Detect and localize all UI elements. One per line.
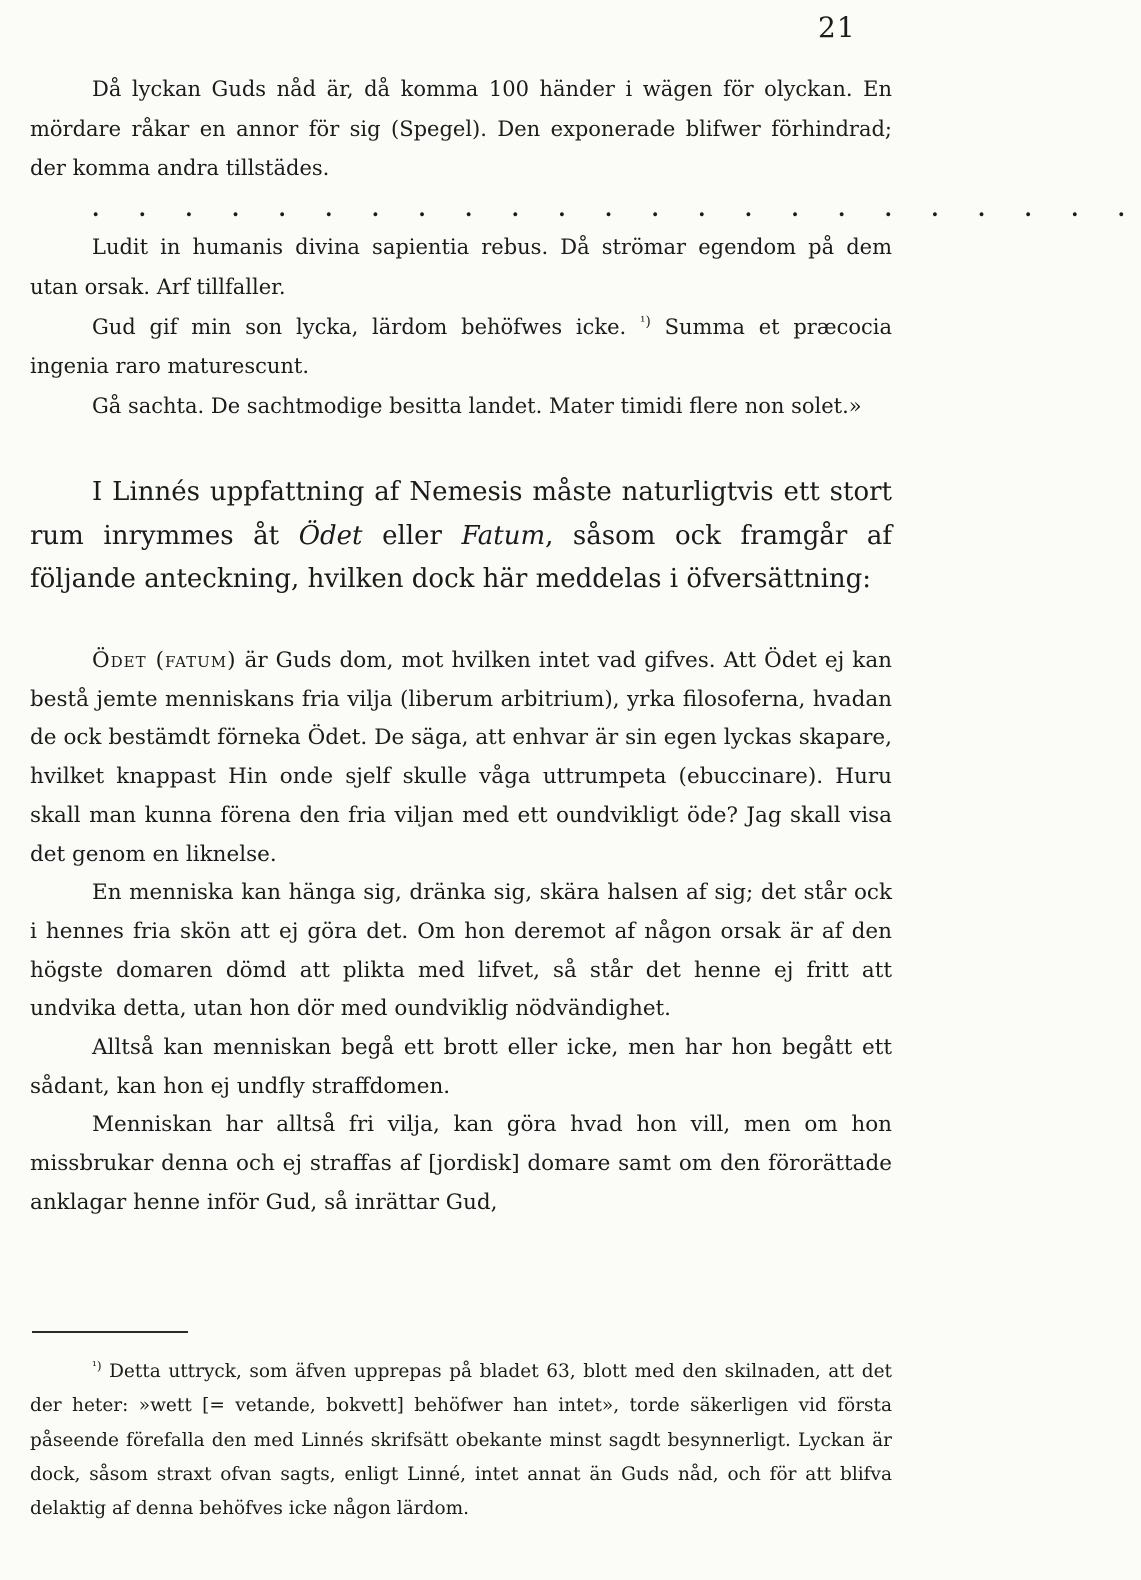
translation-paragraph: Alltså kan menniskan begå ett brott eller icke, men har hon begått ett sådant, kan hon ej undfly straffdomen. — [30, 1035, 892, 1099]
quote-paragraph: Ludit in humanis divina sapientia rebus. Då strömar egendom på dem utan orsak. Arf tillfaller. — [30, 235, 892, 299]
main-text: , såsom ock framgår af följande anteckning, hvilken dock här meddelas i öfversättning: — [30, 520, 892, 594]
quote-paragraph — [30, 308, 892, 387]
quote-text: Summa et præcocia ingenia raro maturescunt. — [30, 314, 892, 379]
translation-block — [30, 642, 892, 1223]
footnote-mark: ¹) — [92, 1358, 102, 1373]
footnote-text: Detta uttryck, som äfven upprepas på bladet 63, blott med den skilnaden, att det der heter: »wett [= vetande, bokvett] behöfwer han intet», torde säkerligen vid första påseende förefalla den med Linnés skrifsätt obekante minst sagdt besynnerligt. Lyckan är dock, såsom straxt ofvan sagts, enligt Linné, intet annat än Guds nåd, och för att blifva delaktig af denna behöfves icke någon lärdom. — [30, 1361, 892, 1520]
main-text: I Linnés uppfattning af Nemesis måste naturligtvis ett stort rum inrymmes åt — [30, 477, 892, 551]
ellipsis-line: . . . . . . . . . . . . . . . . . . . . . . . — [92, 195, 1141, 221]
footnote — [30, 1355, 892, 1526]
translation-paragraph: Menniskan har alltså fri vilja, kan göra hvad hon vill, men om hon missbrukar denna och ej straffas af [jordisk] domare samt om den förorättade anklagar henne inför Gud, så inrättar Gud, — [30, 1112, 892, 1215]
footnote-divider — [32, 1331, 188, 1333]
main-text: eller — [362, 520, 462, 551]
translation-paragraph — [30, 642, 892, 874]
quote-text: Gud gif min son lycka, lärdom behöfwes icke. — [92, 314, 641, 339]
page-number: 21 — [818, 11, 856, 44]
emphasis-odet: Ödet — [298, 520, 363, 551]
section-heading: Ödet (fatum) — [92, 648, 237, 673]
quote-paragraph: Gå sachta. De sachtmodige besitta landet. Mater timidi flere non solet.» — [92, 393, 862, 418]
main-paragraph — [30, 471, 892, 602]
quote-block — [30, 70, 1141, 426]
emphasis-fatum: Fatum — [461, 520, 546, 551]
translation-paragraph: En menniska kan hänga sig, dränka sig, skära halsen af sig; det står ock i hennes fria skön att ej göra det. Om hon deremot af någon orsak är af den högste domaren dömd att plikta med lifvet, så står det henne ej fritt att undvika detta, utan hon dör med oundviklig nödvändighet. — [30, 880, 892, 1022]
main-paragraph-block — [30, 471, 892, 602]
translation-text: är Guds dom, mot hvilken intet vad gifves. Att Ödet ej kan bestå jemte menniskans fria vilja (liberum arbitrium), yrka filosoferna, hvadan de ock bestämdt förneka Ödet. De säga, att enhvar är sin egen lyckas skapare, hvilket knappast Hin onde sjelf skulle våga uttrumpeta (ebuccinare). Huru skall man kunna förena den fria viljan med ett oundvikligt öde? Jag skall visa det genom en liknelse. — [30, 648, 892, 867]
footnote-reference: ¹) — [640, 313, 651, 330]
quote-paragraph: Då lyckan Guds nåd är, då komma 100 händer i wägen för olyckan. En mördare råkar en annor för sig (Spegel). Den exponerade blifwer förhindrad; der komma andra tillstädes. — [30, 77, 892, 181]
